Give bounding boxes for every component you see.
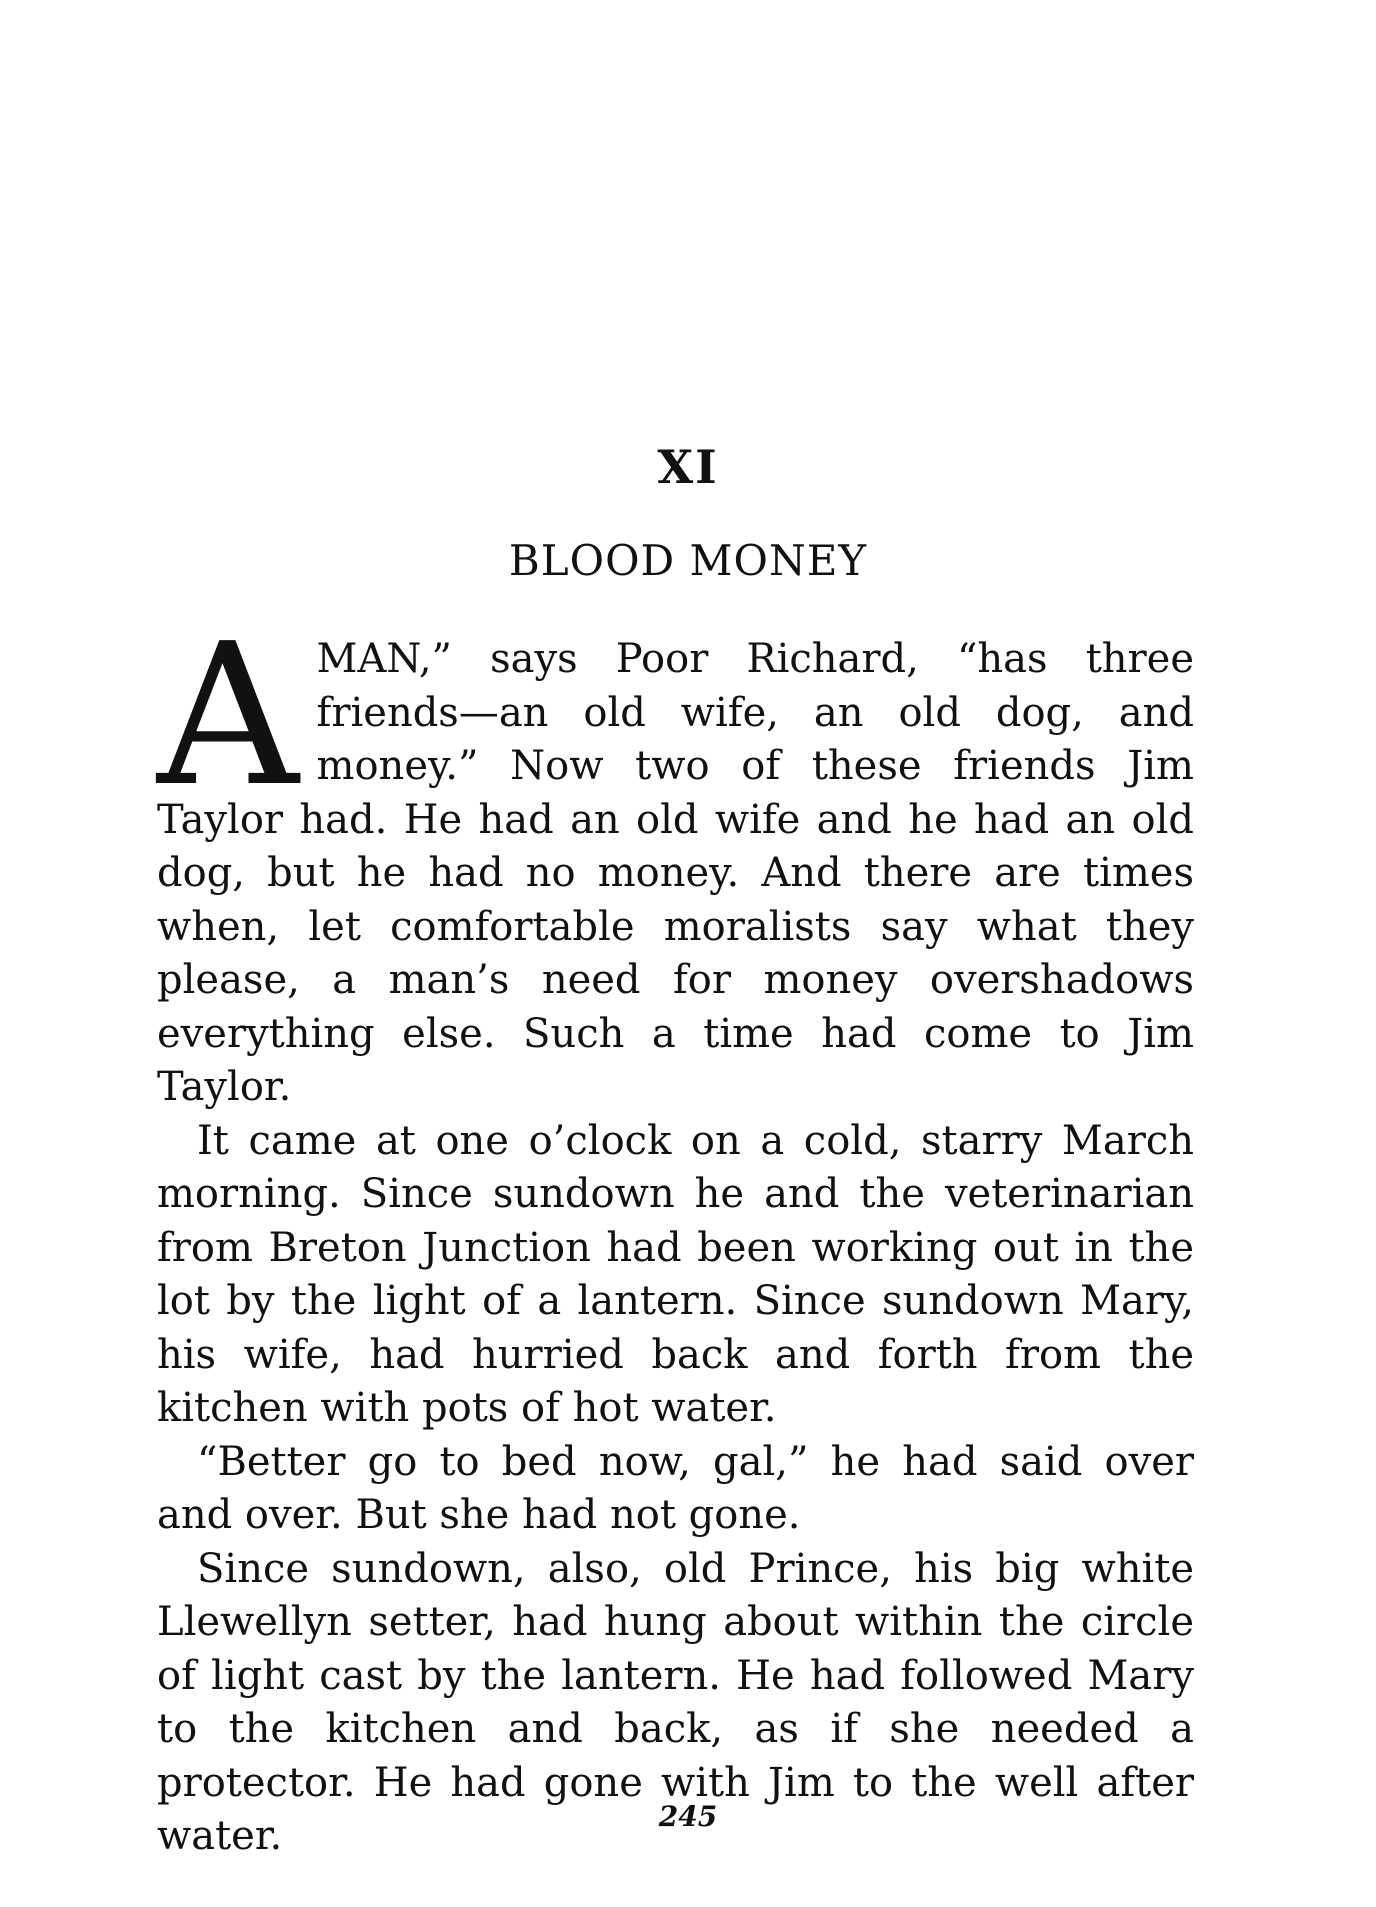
paragraph-1-text: MAN,” says Poor Richard, “has three friends—an old wife, an old dog, and money.” Now two of these friends Jim Taylor had. He had an old wife and he had an old dog, but he had no money. And there are times when, let comfortable moralists say what they please, a man’s need for money overshadows everything else. Such a time had come to Jim Taylor. bbox=[157, 636, 1194, 1110]
drop-cap: A bbox=[157, 602, 299, 830]
chapter-text bbox=[157, 602, 1194, 1864]
chapter-number: XI bbox=[657, 440, 719, 494]
chapter-title: BLOOD MONEY bbox=[508, 536, 868, 585]
paragraph-1 bbox=[157, 602, 1194, 1115]
page-number: 245 bbox=[658, 1800, 718, 1833]
paragraph-3: “Better go to bed now, gal,” he had said over and over. But she had not gone. bbox=[157, 1438, 1194, 1538]
paragraph-2: It came at one o’clock on a cold, starry March morning. Since sundown he and the veterinarian from Breton Junction had been working out in the lot by the light of a lantern. Since sundown Mary, his wife, had hurried back and forth from the kitchen with pots of hot water. bbox=[157, 1117, 1194, 1431]
paragraph-4: Since sundown, also, old Prince, his big white Llewellyn setter, had hung about within the circle of light cast by the lantern. He had followed Mary to the kitchen and back, as if she needed a protector. He had gone with Jim to the well after water. bbox=[157, 1545, 1194, 1859]
